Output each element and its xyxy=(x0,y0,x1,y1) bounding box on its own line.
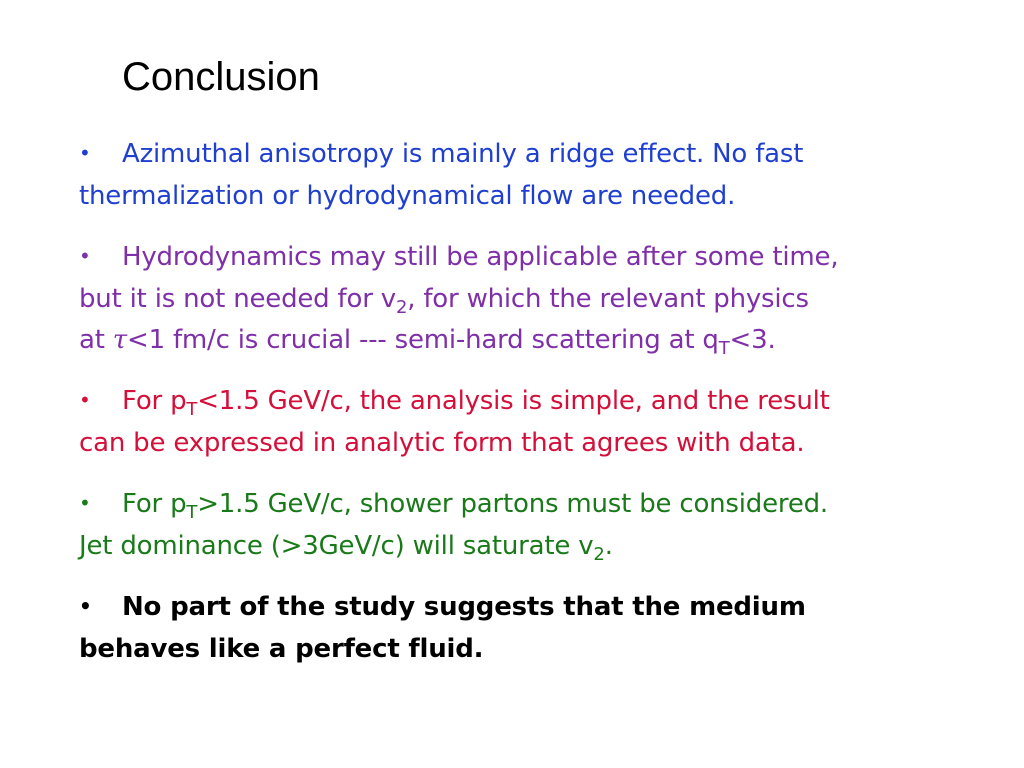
bullet-line xyxy=(79,526,979,567)
bullet-line xyxy=(79,237,979,279)
bullet-text: <1 fm/c is crucial --- semi-hard scattering at q xyxy=(126,325,719,355)
bullet-item-hydrodynamics xyxy=(79,237,979,361)
bullet-dot: • xyxy=(79,141,91,165)
bullet-line xyxy=(79,134,979,176)
subscript: 2 xyxy=(395,297,408,318)
bullet-text: <3. xyxy=(729,325,776,355)
subscript: T xyxy=(718,338,730,359)
bullet-item-low-pt xyxy=(79,381,979,464)
bullet-list xyxy=(79,134,979,690)
bullet-dot: • xyxy=(79,594,92,618)
bullet-text: . xyxy=(604,531,613,561)
bullet-text: Jet dominance (>3GeV/c) will saturate v xyxy=(79,531,594,561)
bullet-line xyxy=(79,279,979,320)
bullet-line xyxy=(79,320,979,361)
bullet-line: thermalization or hydrodynamical flow are needed. xyxy=(79,181,736,211)
bullet-text: No part of the study suggests that the medium xyxy=(122,592,806,622)
bullet-text: For p xyxy=(122,386,187,416)
bullet-text: For p xyxy=(122,489,187,519)
bullet-text: but it is not needed for v xyxy=(79,284,396,314)
bullet-dot: • xyxy=(79,388,91,412)
bullet-line: behaves like a perfect fluid. xyxy=(79,634,484,664)
bullet-item-high-pt xyxy=(79,484,979,567)
bullet-dot: • xyxy=(79,244,91,268)
slide-title: Conclusion xyxy=(122,55,320,99)
bullet-text: , for which the relevant physics xyxy=(407,284,809,314)
bullet-line xyxy=(79,484,979,526)
bullet-text: Hydrodynamics may still be applicable after some time, xyxy=(122,242,839,272)
subscript: 2 xyxy=(593,544,605,565)
bullet-text: at xyxy=(79,325,113,355)
bullet-text: Azimuthal anisotropy is mainly a ridge effect. No fast xyxy=(122,139,804,169)
bullet-text: <1.5 GeV/c, the analysis is simple, and the result xyxy=(197,386,830,416)
subscript: T xyxy=(186,399,198,420)
bullet-item-perfect-fluid xyxy=(79,587,979,670)
bullet-text: >1.5 GeV/c, shower partons must be considered. xyxy=(197,489,828,519)
bullet-dot: • xyxy=(79,491,91,515)
subscript: T xyxy=(186,502,198,523)
bullet-line xyxy=(79,587,979,629)
bullet-line: can be expressed in analytic form that agrees with data. xyxy=(79,428,805,458)
tau-symbol: τ xyxy=(112,325,127,355)
bullet-line xyxy=(79,381,979,423)
bullet-item-ridge-effect xyxy=(79,134,979,217)
